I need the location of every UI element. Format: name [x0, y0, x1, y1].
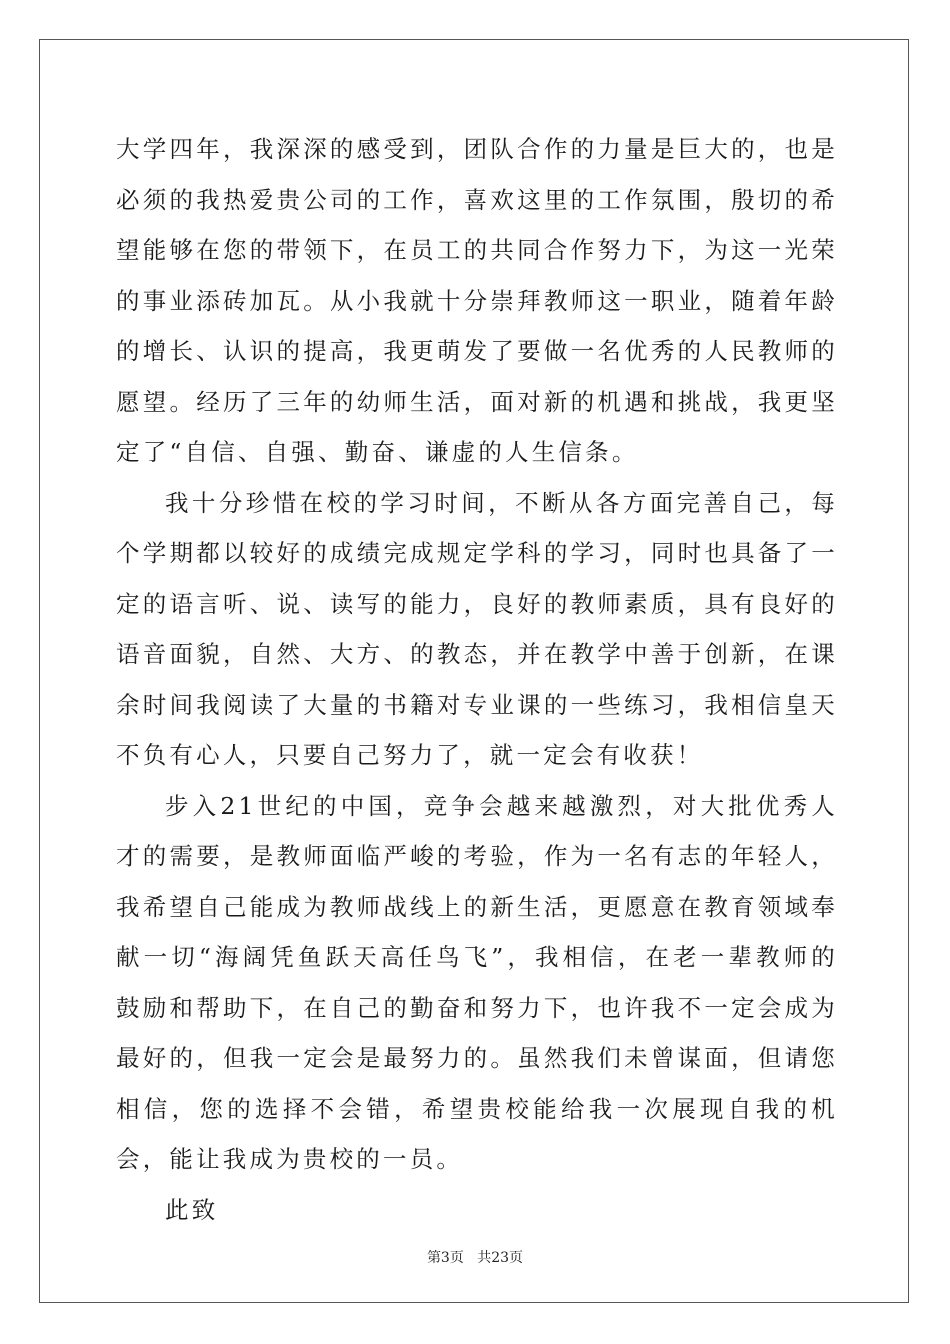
paragraph-3: 步入21世纪的中国，竞争会越来越激烈，对大批优秀人才的需要，是教师面临严峻的考验，作为一名有志的年轻人，我希望自己能成为教师战线上的新生活，更愿意在教育领域奉献一切“海阔凭鱼跃天高任鸟飞”，我相信，在老一辈教师的鼓励和帮助下，在自己的勤奋和努力下，也许我不一定会成为最好的，但我一定会是最努力的。虽然我们未曾谋面，但请您相信，您的选择不会错，希望贵校能给我一次展现自我的机会，能让我成为贵校的一员。 [116, 791, 838, 1173]
paragraph-1: 大学四年，我深深的感受到，团队合作的力量是巨大的，也是必须的我热爱贵公司的工作，喜欢这里的工作氛围，殷切的希望能够在您的带领下，在员工的共同合作努力下，为这一光荣的事业添砖加瓦。从小我就十分崇拜教师这一职业，随着年龄的增长、认识的提高，我更萌发了要做一名优秀的人民教师的愿望。经历了三年的幼师生活，面对新的机遇和挑战，我更坚定了“自信、自强、勤奋、谦虚的人生信条。 [116, 135, 838, 466]
page-number: 第3页 [426, 1250, 464, 1266]
footer-spacer [464, 1250, 477, 1266]
paragraph-2: 我十分珍惜在校的学习时间，不断从各方面完善自己，每个学期都以较好的成绩完成规定学科的学习，同时也具备了一定的语言听、说、读写的能力，良好的教师素质，具有良好的语音面貌，自然、大方、的教态，并在教学中善于创新，在课余时间我阅读了大量的书籍对专业课的一些练习，我相信皇天不负有心人，只要自己努力了，就一定会有收获！ [116, 488, 838, 769]
page-total: 共23页 [477, 1250, 524, 1266]
closing-salutation: 此致 [165, 1195, 219, 1224]
page-footer [0, 1247, 950, 1267]
document-body [116, 124, 838, 1235]
